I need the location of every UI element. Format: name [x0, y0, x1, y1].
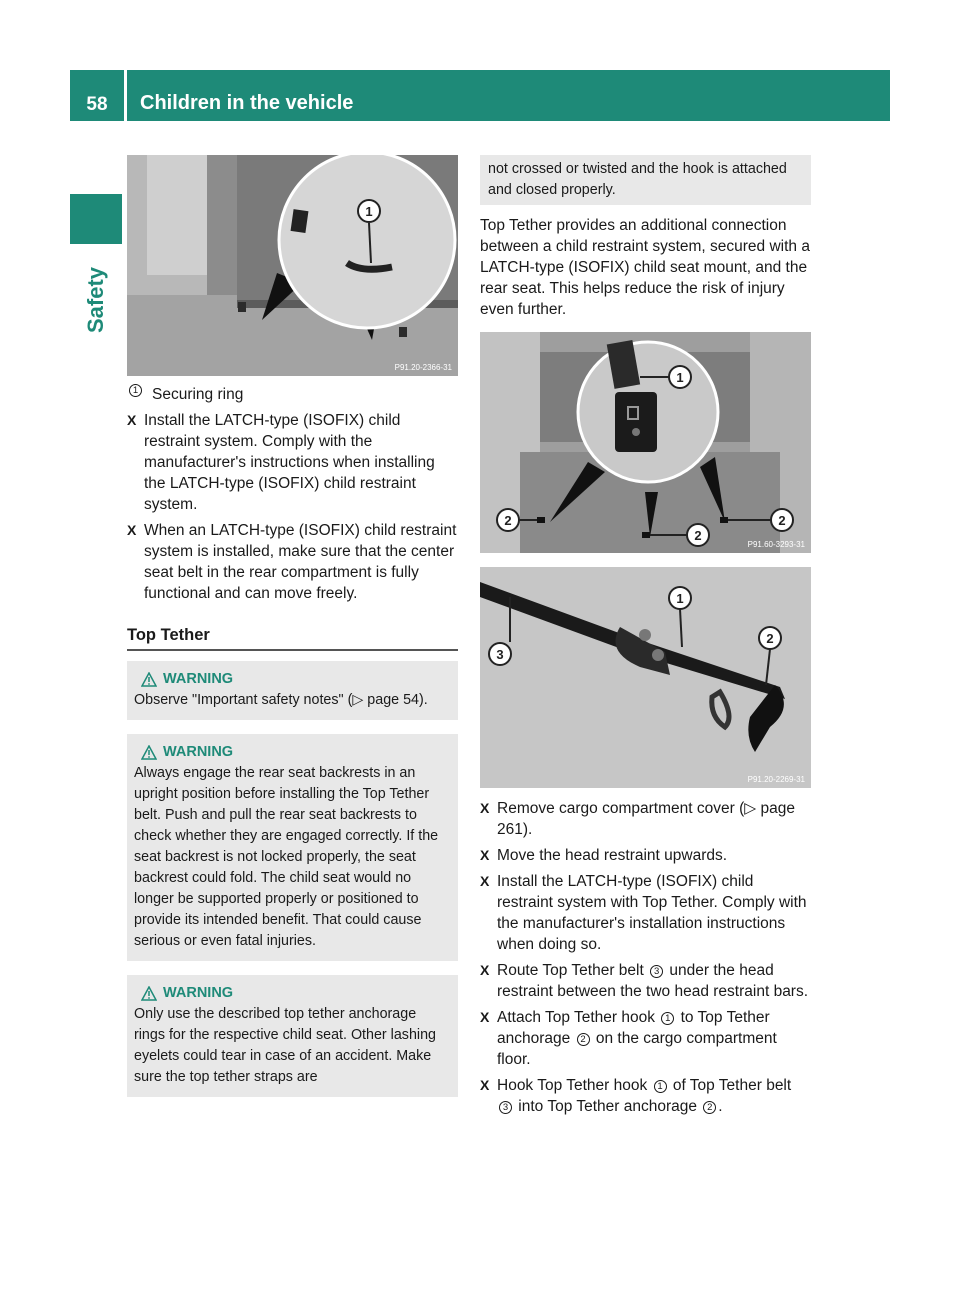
warning-title: WARNING — [163, 671, 234, 687]
step-text-fragment: under the head restraint between the two head restraint bars. — [497, 962, 809, 1000]
instruction-step — [127, 410, 458, 515]
side-tab-marker — [70, 194, 122, 244]
callout-number: 1 — [661, 1012, 674, 1025]
figure-securing-ring — [127, 155, 458, 376]
step-text-fragment: Install the LATCH-type (ISOFIX) child restraint system with Top Tether. Comply with the manufacturer's installation instructions when doing so. — [497, 873, 807, 953]
warning-continued: not crossed or twisted and the hook is attached and closed properly. — [480, 155, 811, 205]
side-tab-label: Safety — [83, 266, 109, 334]
page-title: Children in the vehicle — [140, 92, 354, 114]
warning-triangle-icon — [141, 672, 157, 687]
figure-anchorage — [480, 332, 811, 553]
warning-header — [134, 983, 451, 1004]
callout-number: 3 — [499, 1101, 512, 1114]
figure-code: P91.20-2366-31 — [394, 363, 452, 372]
warning-box — [127, 975, 458, 1097]
warning-text: Always engage the rear seat backrests in an upright position before installing the Top Tether belt. Push and pull the rear seat backrests to check whether they are engaged correctly. If the seat backrest is not locked properly, the seat backrest could fold. The child seat would no longer be supported properly or positioned to provide its intended benefit. That could cause serious or even fatal injuries. — [134, 765, 439, 949]
warning-text: Observe "Important safety notes" (▷ page 54). — [134, 692, 428, 708]
step-text-fragment: into Top Tether anchorage — [514, 1098, 702, 1115]
warning-header — [134, 742, 451, 763]
step-marker-icon: X — [127, 522, 137, 538]
step-text-fragment: Hook Top Tether hook — [497, 1077, 652, 1094]
callout-2: 2 — [766, 631, 774, 646]
warning-triangle-icon — [141, 745, 157, 760]
instruction-step — [480, 798, 811, 840]
instruction-step — [127, 520, 458, 604]
step-text: When an LATCH-type (ISOFIX) child restraint system is installed, make sure that the center seat belt in the rear compartment is fully functional and can move freely. — [144, 522, 457, 602]
instruction-step — [480, 871, 811, 955]
warning-title: WARNING — [163, 985, 234, 1001]
seat-illustration — [127, 155, 458, 376]
step-text-fragment: Move the head restraint upwards. — [497, 847, 728, 864]
header-separator — [124, 70, 127, 121]
figure-code: P91.60-3293-31 — [747, 540, 805, 549]
step-marker-icon: X — [480, 873, 490, 889]
callout-number: 2 — [703, 1101, 716, 1114]
step-text-fragment: . — [718, 1098, 723, 1115]
instruction-step — [480, 1075, 811, 1117]
figure-tether-hook — [480, 567, 811, 788]
callout-2: 2 — [504, 513, 512, 528]
section-title: Top Tether — [127, 626, 458, 651]
legend-item — [127, 384, 458, 405]
step-marker-icon: X — [480, 1009, 490, 1025]
callout-number: 2 — [577, 1033, 590, 1046]
step-text — [497, 1007, 811, 1070]
instruction-step — [480, 960, 811, 1002]
warning-box — [127, 734, 458, 961]
step-text — [497, 845, 727, 866]
step-text-fragment: Remove cargo compartment cover (▷ page 261). — [497, 800, 795, 838]
step-text-fragment: of Top Tether belt — [668, 1077, 792, 1094]
step-text: Install the LATCH-type (ISOFIX) child restraint system. Comply with the manufacturer's instructions when installing the LATCH-type (ISOFIX) child restraint system. — [144, 412, 435, 513]
side-tab — [70, 250, 122, 350]
tether-hook-illustration — [480, 567, 811, 788]
callout-1: 1 — [676, 370, 684, 385]
instruction-step — [480, 845, 811, 866]
step-marker-icon: X — [480, 1077, 490, 1093]
intro-paragraph: Top Tether provides an additional connection between a child restraint system, secured with a LATCH-type (ISOFIX) child seat mount, and the rear seat. This helps reduce the risk of injury even further. — [480, 217, 810, 318]
step-text — [497, 1075, 811, 1117]
right-steps-list — [480, 798, 811, 1117]
callout-2: 2 — [694, 528, 702, 543]
step-text-fragment: Attach Top Tether hook — [497, 1009, 660, 1026]
instruction-step — [480, 1007, 811, 1070]
callout-number: 3 — [650, 965, 663, 978]
step-text-fragment: on the cargo compartment floor. — [497, 1030, 777, 1068]
warning-box — [127, 661, 458, 720]
step-text — [497, 871, 811, 955]
left-column — [127, 155, 458, 1097]
step-text-fragment: to Top Tether anchorage — [497, 1009, 770, 1047]
callout-1: 1 — [365, 204, 373, 219]
callout-number: 1 — [654, 1080, 667, 1093]
step-marker-icon: X — [480, 962, 490, 978]
callout-2: 2 — [778, 513, 786, 528]
warning-text: Only use the described top tether anchorage rings for the respective child seat. Other lashing eyelets could tear in case of an accident. Make sure the top tether straps are — [134, 1006, 436, 1085]
callout-3: 3 — [496, 647, 504, 662]
step-marker-icon: X — [480, 800, 490, 816]
warning-title: WARNING — [163, 744, 234, 760]
step-text — [497, 798, 811, 840]
right-column — [480, 155, 811, 1117]
warning-triangle-icon — [141, 986, 157, 1001]
callout-1: 1 — [676, 591, 684, 606]
warning-header — [134, 669, 451, 690]
step-text — [497, 960, 811, 1002]
cargo-floor-illustration — [480, 332, 811, 553]
step-marker-icon: X — [127, 412, 137, 428]
legend-number: 1 — [129, 384, 142, 397]
page-number: 58 — [86, 94, 108, 115]
step-text-fragment: Route Top Tether belt — [497, 962, 649, 979]
step-marker-icon: X — [480, 847, 490, 863]
legend-text: Securing ring — [152, 386, 244, 403]
figure-code: P91.20-2269-31 — [747, 775, 805, 784]
